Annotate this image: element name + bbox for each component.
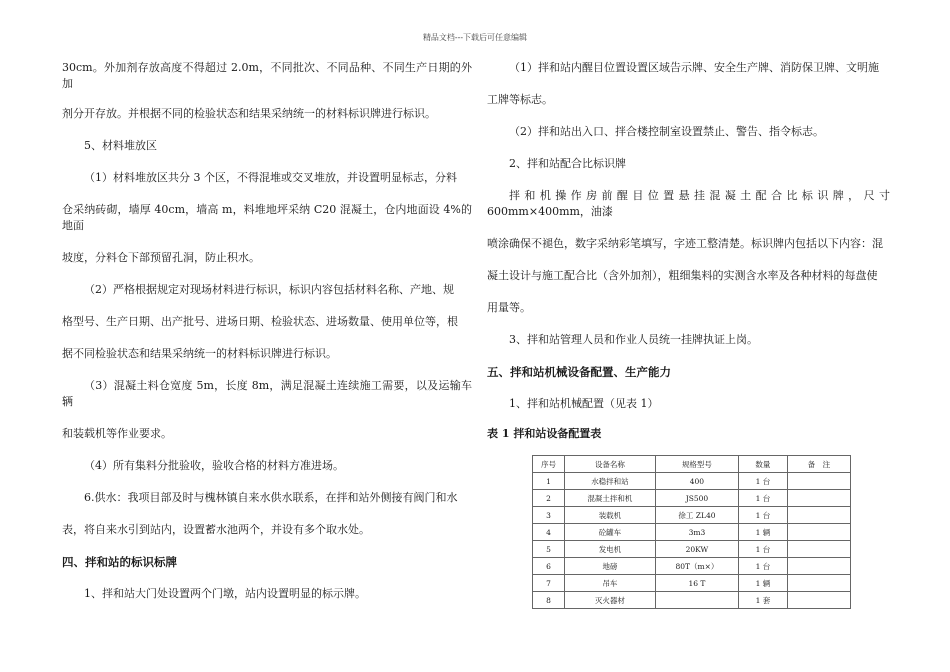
table-cell: 4 xyxy=(533,524,565,541)
paragraph-line: 30cm。外加剂存放高度不得超过 2.0m，不同批次、不同品种、不同生产日期的外加 xyxy=(62,61,472,90)
table-row xyxy=(533,524,851,541)
chapter-heading: 五、拌和站机械设备配置、生产能力 xyxy=(487,365,671,379)
column-header: 规格型号 xyxy=(655,456,738,473)
table-cell: 1 台 xyxy=(739,490,788,507)
paragraph-line: （2）拌和站出入口、拌合楼控制室设置禁止、警告、指令标志。 xyxy=(509,125,824,138)
table-cell: 1 台 xyxy=(739,507,788,524)
table-cell xyxy=(787,490,850,507)
table-row xyxy=(533,541,851,558)
table-cell: 装载机 xyxy=(565,507,656,524)
right-column xyxy=(487,60,890,442)
paragraph-line: 3、拌和站管理人员和作业人员统一挂牌执证上岗。 xyxy=(509,333,758,346)
column-header: 设备名称 xyxy=(565,456,656,473)
table-row xyxy=(533,592,851,609)
table-cell: 1 台 xyxy=(739,473,788,490)
paragraph-line: （1）材料堆放区共分 3 个区，不得混堆或交叉堆放，并设置明显标志，分料 xyxy=(84,171,457,184)
section-heading: 2、拌和站配合比标识牌 xyxy=(509,157,626,170)
paragraph-line: 凝土设计与施工配合比（含外加剂），粗细集料的实测含水率及各种材料的每盘使 xyxy=(487,269,878,282)
table-cell: 1 台 xyxy=(739,558,788,575)
column-header: 备 注 xyxy=(787,456,850,473)
paragraph-line: 工牌等标志。 xyxy=(487,93,553,106)
table-cell: 5 xyxy=(533,541,565,558)
table-cell: 3m3 xyxy=(655,524,738,541)
table-row xyxy=(533,575,851,592)
paragraph-line: 1、拌和站大门处设置两个门墩，站内设置明显的标示牌。 xyxy=(84,587,366,600)
table-cell: 混凝土拌和机 xyxy=(565,490,656,507)
table-cell: 1 套 xyxy=(739,592,788,609)
table-cell: 砼罐车 xyxy=(565,524,656,541)
table-cell: 6 xyxy=(533,558,565,575)
page-header: 精品文档---下载后可任意编辑 xyxy=(422,33,528,42)
table-cell: 7 xyxy=(533,575,565,592)
column-header: 数量 xyxy=(739,456,788,473)
paragraph-line: 和装载机等作业要求。 xyxy=(62,427,172,440)
chapter-heading: 四、拌和站的标识标牌 xyxy=(62,555,177,569)
table-cell xyxy=(787,592,850,609)
table-cell xyxy=(787,575,850,592)
paragraph-line: 6.供水：我项目部及时与槐林镇自来水供水联系，在拌和站外侧接有阀门和水 xyxy=(84,491,458,504)
table-row xyxy=(533,490,851,507)
table-cell: 1 xyxy=(533,473,565,490)
column-header: 序号 xyxy=(533,456,565,473)
left-column xyxy=(62,60,472,602)
table-cell xyxy=(655,592,738,609)
table-cell: 1 辆 xyxy=(739,575,788,592)
paragraph-line: （1）拌和站内醒目位置设置区域告示牌、安全生产牌、消防保卫牌、文明施 xyxy=(509,61,879,74)
section-heading: 5、材料堆放区 xyxy=(84,139,157,152)
paragraph-line: 1、拌和站机械配置（见表 1） xyxy=(509,397,659,410)
paragraph-line: （2）严格根据规定对现场材料进行标识，标识内容包括材料名称、产地、规 xyxy=(84,283,454,296)
table-header-row xyxy=(533,456,851,473)
paragraph-line: 表，将自来水引到站内，设置蓄水池两个，并设有多个取水处。 xyxy=(62,523,370,536)
paragraph-line: 剂分开存放。并根据不同的检验状态和结果采纳统一的材料标识牌进行标识。 xyxy=(62,107,436,120)
table-caption: 表 1 拌和站设备配置表 xyxy=(487,427,602,440)
paragraph-line: （3）混凝土料仓宽度 5m，长度 8m，满足混凝土连续施工需要，以及运输车辆 xyxy=(62,379,472,408)
table-cell: 发电机 xyxy=(565,541,656,558)
table-cell: 2 xyxy=(533,490,565,507)
table-cell xyxy=(787,473,850,490)
table-cell: 徐工 ZL40 xyxy=(655,507,738,524)
table-cell: 400 xyxy=(655,473,738,490)
table-cell xyxy=(787,524,850,541)
table-row xyxy=(533,507,851,524)
table-row xyxy=(533,473,851,490)
paragraph-line: 据不同检验状态和结果采纳统一的材料标识牌进行标识。 xyxy=(62,347,337,360)
paragraph-line: 格型号、生产日期、出产批号、进场日期、检验状态、进场数量、使用单位等，根 xyxy=(62,315,458,328)
table-cell: 水稳拌和站 xyxy=(565,473,656,490)
paragraph-line: 用量等。 xyxy=(487,301,531,314)
table-cell: 20KW xyxy=(655,541,738,558)
paragraph-line: 拌和机操作房前醒目位置悬挂混凝土配合比标识牌，尺寸 600mm×400mm，油漆 xyxy=(487,189,890,218)
table-cell: 地磅 xyxy=(565,558,656,575)
table-cell: 吊车 xyxy=(565,575,656,592)
table-cell: 灭火器材 xyxy=(565,592,656,609)
table-row xyxy=(533,558,851,575)
paragraph-line: （4）所有集料分批验收，验收合格的材料方准进场。 xyxy=(84,459,344,472)
paragraph-line: 坡度，分料仓下部预留孔洞，防止积水。 xyxy=(62,251,260,264)
table-cell: 1 辆 xyxy=(739,524,788,541)
table-cell: JS500 xyxy=(655,490,738,507)
table-cell: 80T（m×） xyxy=(655,558,738,575)
table-cell: 1 台 xyxy=(739,541,788,558)
table-cell xyxy=(787,558,850,575)
paragraph-line: 仓采纳砖砌，墙厚 40cm，墙高 m，料堆地坪采纳 C20 混凝土，仓内地面设 4%的地面 xyxy=(62,203,472,232)
equipment-table xyxy=(532,455,851,609)
table-cell: 16 T xyxy=(655,575,738,592)
table-cell: 8 xyxy=(533,592,565,609)
paragraph-line: 喷涂确保不褪色，数字采纳彩笔填写，字迹工整清楚。标识牌内包括以下内容：混 xyxy=(487,237,883,250)
table-cell xyxy=(787,541,850,558)
table-cell: 3 xyxy=(533,507,565,524)
table-cell xyxy=(787,507,850,524)
